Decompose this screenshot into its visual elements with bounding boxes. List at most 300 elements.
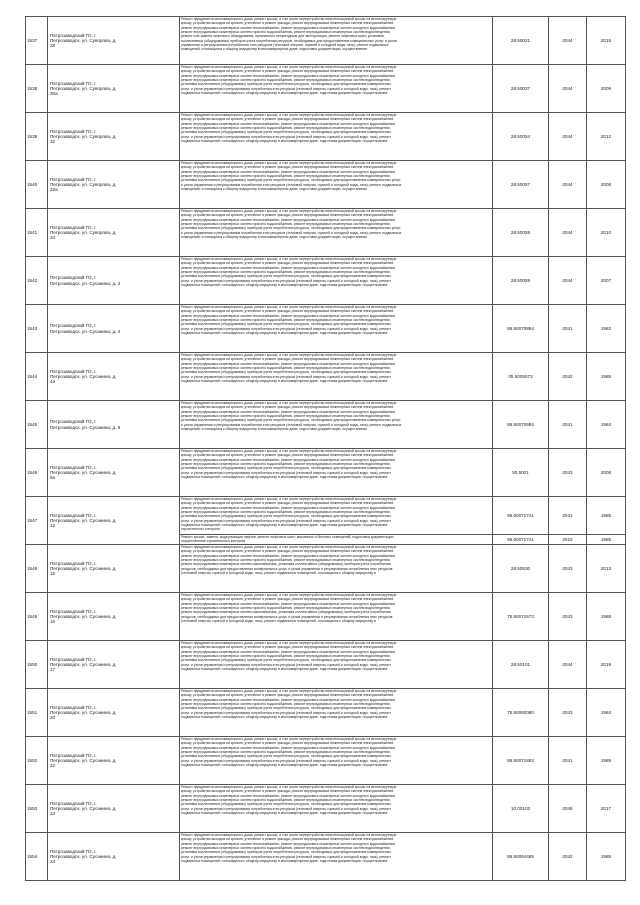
table-row [26,209,626,257]
table-row [26,401,626,449]
planned-year: 2043 [549,593,587,641]
works-line: Ремонт фундамента многоквартирного дома, ремонт крыши, в том числе переустройство невентилируемой крыши на вентилируемую [181,689,397,693]
works-line: услуг, и узлов управления и регулирования потребления этих ресурсов (тепловой энергии, горячей и холодной воды, газа), ремонт [181,278,391,283]
address-line: Петрозаводск, ул. Суворова, д. [50,133,117,139]
row-number: 1545 [26,401,48,449]
row-number: 1542 [26,257,48,305]
address-cell [48,689,180,737]
works-description [180,545,493,593]
address-line: Петрозаводский ГО, г. [50,752,97,758]
address-line: Петрозаводский ГО, г. [50,32,97,38]
works-line: ремонт внутридомовых инженерных систем теплоснабжения, ремонт внутридомовых инженерных систем холодного водоснабжения, [181,361,396,366]
planned-year: 2044 [549,17,587,65]
address-line: Петрозаводский ГО, г. [50,128,97,134]
row-number: 1539 [26,113,48,161]
works-line: помещений, относящихся к общему имуществу в многоквартирном доме, подготовка документации, осуществление [181,186,368,191]
works-line: услуг, и узлов управления и регулирования потребления этих ресурсов (тепловой энергии, горячей и холодной воды, газа), ремонт [181,662,391,667]
works-line: установка коллективных (общедомовых) приборов учета потребления ресурсов, необходимых для предоставления коммунальных [181,82,391,87]
works-line: услуг, и узлов управления и регулирования потребления этих ресурсов (тепловой энергии, горячей и холодной воды, газа), ремонт [181,758,391,763]
works-line: услуг, и узлов управления и регулирования потребления этих ресурсов (тепловой энергии, горячей и холодной воды, газа), ремонт [181,86,391,91]
works-description [180,257,493,305]
works-line: Ремонт фундамента многоквартирного дома, ремонт крыши, в том числе переустройство невентилируемой крыши на вентилируемую [181,785,397,789]
build-year: 2007 [587,257,626,305]
address-line: Петрозаводск, ул. Суворова, д. [50,37,117,43]
works-line: Ремонт фундамента многоквартирного дома, ремонт крыши, в том числе переустройство невентилируемой крыши на вентилируемую [181,113,397,117]
works-line: крышу, устройство выходов на кровлю, утепление и ремонт фасада, ремонт внутридомовых инженерных систем электроснабжения, [181,357,394,362]
program-table [25,16,626,881]
address-line: Петрозаводск, ул. Сусанина, д. [50,373,117,379]
address-line: Петрозаводский ГО, г. [50,848,97,854]
address-line: Петрозаводский ГО, г. [50,419,97,425]
row-number: 1552 [26,737,48,785]
build-year: 2012 [587,113,626,161]
row-number: 1551 [26,689,48,737]
works-line: установка коллективных (общедомовых) приборов учета потребления ресурсов, необходимых для предоставления коммунальных [181,754,391,759]
planned-year: 2044 [549,65,587,113]
object-code: 28.50530 [493,545,549,593]
works-line: ресурсов, необходимых для предоставления коммунальных услуг, и узлов управления и регулирования потребления этих ресурсов [181,566,393,571]
address-line: Петрозаводский ГО, г. [50,323,97,329]
address-line: 28 [50,43,56,49]
works-line: ремонт внутридомовых инженерных систем теплоснабжения, ремонт внутридомовых инженерных систем холодного водоснабжения, [181,841,396,846]
address-cell [48,737,180,785]
address-line: Петрозаводск, ул. Сусанина, д. [50,517,117,523]
address-line: 24 [50,859,56,865]
works-line: установка коллективных (общедомовых) приборов учета потребления ресурсов, необходимых для предоставления коммунальных [181,802,391,807]
works-line: ремонт внутридомовых инженерных систем горячего водоснабжения, ремонт внутридомовых инженерных систем водоотведения, [181,29,391,34]
address-line: 12 [50,523,56,529]
works-line: ремонт внутридомовых инженерных систем горячего водоснабжения, ремонт внутридомовых инженерных систем водоотведения, [181,269,391,274]
table-row [26,497,626,535]
works-line: и узлов управления и регулирования потребления этих ресурсов (тепловой энергии, горячей и холодной воды, газа), ремонт подвальных [181,230,402,235]
works-line: ремонт внутридомовых инженерных систем горячего водоснабжения, ремонт внутридомовых инженерных систем водоотведения, [181,365,391,370]
works-line: установка коллективных (общедомовых) приборов учета потребления ресурсов, необходимых для предоставления коммунальных [181,850,391,855]
object-code: 86.50070684 [493,401,549,449]
works-line: установка коллективных (общедомовых) приборов учета потребления ресурсов, необходимых для предоставления коммунальных [181,274,391,279]
address-cell [48,305,180,353]
works-line: Ремонт фундамента многоквартирного дома, ремонт крыши, в том числе переустройство невентилируемой крыши на вентилируемую [181,161,397,165]
table-row [26,737,626,785]
object-code: 28.50037 [493,65,549,113]
table-row [26,449,626,497]
works-line: Ремонт фундамента многоквартирного дома, ремонт крыши, в том числе переустройство невентилируемой крыши на вентилируемую [181,65,397,69]
works-line: помещений, относящихся к общему имуществу в многоквартирном доме, подготовка документации, осуществление [181,47,368,52]
planned-year: 2023 [549,535,587,545]
planned-year: 2044 [549,209,587,257]
address-cell [48,641,180,689]
planned-year: 2042 [549,353,587,401]
build-year: 1989 [587,737,626,785]
works-line: крышу, устройство выходов на кровлю, утепление и ремонт фасада, ремонт внутридомовых инженерных систем электроснабжения, [181,165,394,170]
works-line: ремонт внутридомовых инженерных систем горячего водоснабжения, ремонт внутридомовых инженерных систем водоотведения, [181,557,391,562]
works-line: крышу, устройство выходов на кровлю, утепление и ремонт фасада, ремонт внутридомовых инженерных систем электроснабжения, [181,309,394,314]
address-line: Петрозаводск, ул. Сусанина, д. [50,709,117,715]
works-line: установка коллективных (общедомовых) приборов учета потребления ресурсов, необходимых для предоставления коммунальных услуг, [181,418,401,423]
build-year: 2019 [587,641,626,689]
works-line: ремонт внутридомовых инженерных систем горячего водоснабжения, ремонт внутридомовых инженерных систем водоотведения, [181,317,391,322]
planned-year: 2043 [549,689,587,737]
works-line: крышу, устройство выходов на кровлю, утепление и ремонт фасада, ремонт внутридомовых инженерных систем электроснабжения, [181,501,394,506]
works-line: ремонт внутридомовых инженерных систем теплоснабжения, ремонт внутридомовых инженерных систем холодного водоснабжения, [181,649,396,654]
table-row [26,545,626,593]
build-year: 1988 [587,593,626,641]
works-description [180,65,493,113]
address-line: 23 [50,811,56,817]
table-row [26,353,626,401]
works-line: строительного контроля [181,527,220,532]
works-line: ремонт внутридомовых инженерных систем теплоснабжения, ремонт внутридомовых инженерных систем холодного водоснабжения, [181,697,396,702]
works-line: услуг, и узлов управления и регулирования потребления этих ресурсов (тепловой энергии, горячей и холодной воды, газа), ремонт [181,806,391,811]
works-description [180,737,493,785]
row-number: 1546 [26,449,48,497]
address-line: 20 [50,715,56,721]
works-line: ремонт внутридомовых инженерных систем горячего водоснабжения, ремонт внутридомовых инженерных систем водоотведения, [181,77,391,82]
works-line: ремонт внутридомовых инженерных систем теплоснабжения, ремонт внутридомовых инженерных систем холодного водоснабжения, [181,457,396,462]
address-line: 16 [50,619,56,625]
works-line: крышу, устройство выходов на кровлю, утепление и ремонт фасада, ремонт внутридомовых инженерных систем электроснабжения, [181,597,394,602]
table-row [26,161,626,209]
works-line: Ремонт фундамента многоквартирного дома, ремонт крыши, в том числе переустройство невентилируемой крыши на вентилируемую [181,17,397,21]
address-line: Петрозаводск, ул. Сусанина, д. [50,757,117,763]
works-line: крышу, устройство выходов на кровлю, утепление и ремонт фасада, ремонт внутридомовых инженерных систем электроснабжения, [181,21,394,26]
address-cell [48,785,180,833]
works-line: крышу, устройство выходов на кровлю, утепление и ремонт фасада, ремонт внутридомовых инженерных систем электроснабжения, [181,213,394,218]
works-line: установка коллективных (общедомовых) приборов учета потребления ресурсов, необходимых для предоставления коммунальных [181,514,391,519]
works-line: Ремонт фундамента многоквартирного дома, ремонт крыши, в том числе переустройство невентилируемой крыши на вентилируемую [181,401,397,405]
works-line: услуг, и узлов управления и регулирования потребления этих ресурсов (тепловой энергии, горячей и холодной воды, газа), ремонт [181,326,391,331]
address-cell [48,257,180,305]
works-line: Ремонт фундамента многоквартирного дома, ремонт крыши, в том числе переустройство невентилируемой крыши на вентилируемую [181,449,397,453]
works-line: ремонт внутридомовых инженерных систем теплоснабжения, ремонт внутридомовых инженерных систем холодного водоснабжения, [181,169,396,174]
build-year: 2008 [587,449,626,497]
works-line: услуг, и узлов управления и регулирования потребления этих ресурсов (тепловой энергии, горячей и холодной воды, газа), ремонт [181,710,391,715]
address-cell [48,353,180,401]
object-code: 95.50071741 [493,535,549,545]
works-description [180,209,493,257]
table-row [26,257,626,305]
works-line: крышу, устройство выходов на кровлю, утепление и ремонт фасада, ремонт внутридомовых инженерных систем электроснабжения, [181,69,394,74]
works-description [180,113,493,161]
works-line: ремонт внутридомовых инженерных систем газоснабжения, установка коллективных (общедомовых) приборов учета потребления [181,610,391,615]
address-line: Петрозаводский ГО, г. [50,608,97,614]
works-line: ремонт внутридомовых инженерных систем теплоснабжения, ремонт внутридомовых инженерных систем холодного водоснабжения, [181,265,396,270]
build-year: 2015 [587,17,626,65]
address-line: Петрозаводский ГО, г. [50,800,97,806]
address-line: Петрозаводск, ул. Сусанина, д. 4 [50,328,121,334]
works-line: ремонт внутридомовых инженерных систем теплоснабжения, ремонт внутридомовых инженерных систем холодного водоснабжения, [181,745,396,750]
works-line: услуг, и узлов управления и регулирования потребления этих ресурсов (тепловой энергии, горячей и холодной воды, газа), ремонт [181,374,391,379]
works-line: подвальных помещений, относящихся к общему имуществу в многоквартирном доме, подготовка документации, осуществление [181,90,388,95]
works-line: ремонт или замена лифтового оборудования, признанного непригодным для эксплуатации, ремонт лифтовых шахт, установка [181,34,384,39]
planned-year: 2044 [549,161,587,209]
address-cell [48,545,180,593]
table-row [26,833,626,881]
object-code: 50.5001 [493,449,549,497]
works-line: услуг, и узлов управления и регулирования потребления этих ресурсов (тепловой энергии, горячей и холодной воды, газа), ремонт [181,518,391,523]
works-description [180,401,493,449]
address-cell [48,593,180,641]
works-line: ремонт внутридомовых инженерных систем теплоснабжения, ремонт внутридомовых инженерных систем холодного водоснабжения, [181,217,396,222]
address-line: Петрозаводский ГО, г. [50,275,97,281]
address-line: Петрозаводск, ул. Сусанина, д. [50,805,117,811]
works-line: крышу, устройство выходов на кровлю, утепление и ремонт фасада, ремонт внутридомовых инженерных систем электроснабжения, [181,117,394,122]
row-number: 1547 [26,497,48,545]
address-cell [48,209,180,257]
works-line: ремонт внутридомовых инженерных систем теплоснабжения, ремонт внутридомовых инженерных систем холодного водоснабжения, [181,601,396,606]
works-line: ремонт внутридомовых инженерных систем горячего водоснабжения, ремонт внутридомовых инженерных систем водоотведения, [181,797,391,802]
works-line: ремонт внутридомовых инженерных систем теплоснабжения, ремонт внутридомовых инженерных систем холодного водоснабжения, [181,409,396,414]
planned-year: 2043 [549,449,587,497]
works-description [180,641,493,689]
works-description [180,449,493,497]
table-row [26,17,626,65]
works-description [180,785,493,833]
works-line: ремонт внутридомовых инженерных систем горячего водоснабжения, ремонт внутридомовых инженерных систем водоотведения, [181,749,391,754]
planned-year: 2042 [549,833,587,881]
works-line: услуг, и узлов управления и регулирования потребления этих ресурсов (тепловой энергии, горячей и холодной воды, газа), ремонт [181,134,391,139]
works-line: (тепловой энергии, горячей и холодной воды, газа), ремонт подвальных помещений, относящихся к общему имуществу в [181,618,376,623]
build-year: 1984 [587,689,626,737]
row-number: 1554 [26,833,48,881]
works-description [180,535,493,545]
build-year: 1982 [587,305,626,353]
works-line: подвальных помещений, относящихся к общему имуществу в многоквартирном доме, подготовка документации, осуществление [181,858,388,863]
works-line: Ремонт фундамента многоквартирного дома, ремонт крыши, в том числе переустройство невентилируемой крыши на вентилируемую [181,641,397,645]
works-line: подвальных помещений, относящихся к общему имуществу в многоквартирном доме, подготовка документации, осуществление [181,714,388,719]
address-cell [48,65,180,113]
build-year: 2013 [587,545,626,593]
address-line: Петрозаводск, ул. Сусанина, д. [50,853,117,859]
works-description [180,833,493,881]
works-line: подвальных помещений, относящихся к общему имуществу в многоквартирном доме, подготовка документации, осуществление [181,666,388,671]
works-line: установка коллективных (общедомовых) приборов учета потребления ресурсов, необходимых для предоставления коммунальных [181,658,391,663]
address-line: 30а [50,91,58,97]
table-row [26,785,626,833]
address-cell [48,161,180,209]
address-line: Петрозаводский ГО, г. [50,512,97,518]
works-line: ремонт внутридомовых инженерных систем горячего водоснабжения, ремонт внутридомовых инженерных систем водоотведения, [181,701,391,706]
works-line: помещений, относящихся к общему имуществу в многоквартирном доме, подготовка документации, осуществление [181,234,368,239]
address-line: 17 [50,667,56,673]
works-line: подвальных помещений, относящихся к общему имуществу в многоквартирном доме, подготовка документации, осуществление [181,762,388,767]
works-line: ремонт внутридомовых инженерных систем теплоснабжения, ремонт внутридомовых инженерных систем холодного водоснабжения, [181,121,396,126]
works-line: ремонт внутридомовых инженерных систем газоснабжения, установка коллективных (общедомовых) приборов учета потребления [181,562,391,567]
works-description [180,305,493,353]
table-row [26,689,626,737]
row-number: 1543 [26,305,48,353]
planned-year: 2045 [549,785,587,833]
works-line: подвальных помещений, относящихся к общему имуществу в многоквартирном доме, подготовка документации, осуществление [181,474,388,479]
works-line: ресурсов, необходимых для предоставления коммунальных услуг, и узлов управления и регулирования потребления этих ресурсов [181,614,393,619]
object-code: 95.50084485 [493,833,549,881]
build-year: 2010 [587,209,626,257]
works-line: крышу, устройство выходов на кровлю, утепление и ремонт фасада, ремонт внутридомовых инженерных систем электроснабжения, [181,453,394,458]
address-cell [48,113,180,161]
build-year: 1985 [587,833,626,881]
works-line: ремонт внутридомовых инженерных систем теплоснабжения, ремонт внутридомовых инженерных систем холодного водоснабжения, [181,553,396,558]
works-description [180,689,493,737]
planned-year: 2044 [549,257,587,305]
row-number: 1537 [26,17,48,65]
works-line: крышу, устройство выходов на кровлю, утепление и ремонт фасада, ремонт внутридомовых инженерных систем электроснабжения, [181,261,394,266]
address-cell [48,449,180,497]
works-line: крышу, устройство выходов на кровлю, утепление и ремонт фасада, ремонт внутридомовых инженерных систем электроснабжения, [181,405,394,410]
works-description [180,593,493,641]
works-line: крышу, устройство выходов на кровлю, утепление и ремонт фасада, ремонт внутридомовых инженерных систем электроснабжения, [181,789,394,794]
address-line: Петрозаводский ГО, г. [50,656,97,662]
planned-year: 2044 [549,113,587,161]
build-year: 1985 [587,497,626,535]
works-line: крышу, устройство выходов на кровлю, утепление и ремонт фасада, ремонт внутридомовых инженерных систем электроснабжения, [181,693,394,698]
works-line: и узлов управления и регулирования потребления этих ресурсов (тепловой энергии, горячей и холодной воды, газа), ремонт подвальных [181,182,402,187]
works-line: помещений, относящихся к общему имуществу в многоквартирном доме, подготовка документации, осуществление [181,426,368,431]
address-line: Петрозаводский ГО, г. [50,80,97,86]
works-line: подвальных помещений, относящихся к общему имуществу в многоквартирном доме, подготовка документации, осуществление [181,282,388,287]
works-description [180,353,493,401]
object-code: 28.50054 [493,113,549,161]
address-line: Петрозаводск, ул. Сусанина, д. [50,613,117,619]
address-line: Петрозаводск, ул. Сусанина, д. 2 [50,280,121,286]
row-number: 1538 [26,65,48,113]
row-number: 1541 [26,209,48,257]
works-line: ремонт внутридомовых инженерных систем горячего водоснабжения, ремонт внутридомовых инженерных систем водоотведения, [181,413,391,418]
address-cell [48,17,180,65]
works-line: крышу, устройство выходов на кровлю, утепление и ремонт фасада, ремонт внутридомовых инженерных систем электроснабжения, [181,549,394,554]
works-line: ремонт внутридомовых инженерных систем горячего водоснабжения, ремонт внутридомовых инженерных систем водоотведения, [181,653,391,658]
works-description [180,161,493,209]
address-line: Петрозаводский ГО, г. [50,464,97,470]
table-row [26,113,626,161]
object-code: 05.5005573 [493,353,549,401]
planned-year: 2041 [549,401,587,449]
address-line: Петрозаводск, ул. Суворова, д. [50,85,117,91]
build-year: 2017 [587,785,626,833]
works-line: Ремонт фундамента многоквартирного дома, ремонт крыши, в том числе переустройство невентилируемой крыши на вентилируемую [181,209,397,213]
works-line: установка коллективных (общедомовых) приборов учета потребления ресурсов, необходимых для предоставления коммунальных [181,322,391,327]
works-line: ремонт внутридомовых инженерных систем горячего водоснабжения, ремонт внутридомовых инженерных систем водоотведения, [181,461,391,466]
housing-repair-program-table [25,16,615,881]
works-line: услуг, и узлов управления и регулирования потребления этих ресурсов (тепловой энергии, горячей и холодной воды, газа), ремонт [181,854,391,859]
address-line: Петрозаводский ГО, г. [50,224,97,230]
object-code: 95.50071741 [493,497,549,535]
works-line: Ремонт фундамента многоквартирного дома, ремонт крыши, в том числе переустройство невентилируемой крыши на вентилируемую [181,737,397,741]
planned-year: 2041 [549,305,587,353]
works-line: ремонт внутридомовых инженерных систем теплоснабжения, ремонт внутридомовых инженерных систем холодного водоснабжения, [181,313,396,318]
build-year: 2009 [587,65,626,113]
works-line: установка коллективных (общедомовых) приборов учета потребления ресурсов, необходимых для предоставления коммунальных [181,370,391,375]
object-code: 10.00103 [493,785,549,833]
planned-year: 2041 [549,497,587,535]
address-line: 32 [50,139,56,145]
object-code: 28.50058 [493,209,549,257]
build-year: 1984 [587,401,626,449]
address-cell [48,401,180,449]
works-line: Ремонт фундамента многоквартирного дома, ремонт крыши, в том числе переустройство невентилируемой крыши на вентилируемую [181,545,397,549]
works-line: подвальных помещений, относящихся к общему имуществу в многоквартирном доме, подготовка документации, осуществление [181,330,388,335]
address-line: Петрозаводский ГО, г. [50,176,97,182]
works-line: крышу, устройство выходов на кровлю, утепление и ремонт фасада, ремонт внутридомовых инженерных систем электроснабжения, [181,645,394,650]
row-number: 1548 [26,545,48,593]
row-number: 1540 [26,161,48,209]
works-line: Ремонт фундамента многоквартирного дома, ремонт крыши, в том числе переустройство невентилируемой крыши на вентилируемую [181,305,397,309]
address-line: 4а [50,379,56,385]
object-code: 86.50071882 [493,737,549,785]
works-line: осуществление строительного контроля [181,539,246,544]
works-line: подвальных помещений, относящихся к общему имуществу в многоквартирном доме, подготовка документации, осуществление [181,810,388,815]
address-line: Петрозаводск, ул. Сусанина, д. [50,565,117,571]
object-code: 28.50101 [493,641,549,689]
works-line: установка коллективных (общедомовых) приборов учета потребления ресурсов, необходимых для предоставления коммунальных услуг, [181,226,401,231]
address-line: Петрозаводский ГО, г. [50,560,97,566]
address-line: 34 [50,235,56,241]
build-year: 1985 [587,353,626,401]
table-row [26,641,626,689]
planned-year: 2041 [549,737,587,785]
works-line: крышу, устройство выходов на кровлю, утепление и ремонт фасада, ремонт внутридомовых инженерных систем электроснабжения, [181,837,394,842]
address-line: 32а [50,187,58,193]
row-number: 1553 [26,785,48,833]
planned-year: 2043 [549,545,587,593]
address-line: Петрозаводский ГО, г. [50,704,97,710]
works-line: Ремонт фундамента многоквартирного дома, ремонт крыши, в том числе переустройство невентилируемой крыши на вентилируемую [181,593,397,597]
works-line: Ремонт фундамента многоквартирного дома, ремонт крыши, в том числе переустройство невентилируемой крыши на вентилируемую [181,833,397,837]
works-line: ремонт внутридомовых инженерных систем горячего водоснабжения, ремонт внутридомовых инженерных систем водоотведения, [181,125,391,130]
works-line: Ремонт фундамента многоквартирного дома, ремонт крыши, в том числе переустройство невентилируемой крыши на вентилируемую [181,353,397,357]
works-line: ремонт внутридомовых инженерных систем горячего водоснабжения, ремонт внутридомовых инженерных систем водоотведения, [181,605,391,610]
table-row [26,305,626,353]
address-line: 8а [50,475,56,481]
object-code: 75.50060080 [493,689,549,737]
works-line: подвальных помещений, относящихся к общему имуществу в многоквартирном доме, подготовка документации, осуществление [181,378,388,383]
works-line: подвальных помещений, относящихся к общему имуществу в многоквартирном доме, подготовка документации, осуществление [181,138,388,143]
table-body [26,17,626,881]
works-line: Ремонт фундамента многоквартирного дома, ремонт крыши, в том числе переустройство невентилируемой крыши на вентилируемую [181,497,397,501]
address-line: 15 [50,571,56,577]
address-line: Петрозаводск, ул. Сусанина, д. [50,469,117,475]
works-line: коллективных (общедомовых) приборов учета потребления ресурсов, необходимых для предоставления коммунальных услуг, и узлов [181,38,397,43]
works-line: установка коллективных (общедомовых) приборов учета потребления ресурсов, необходимых для предоставления коммунальных [181,706,391,711]
works-line: ремонт внутридомовых инженерных систем теплоснабжения, ремонт внутридомовых инженерных систем холодного водоснабжения, [181,73,396,78]
works-line: и узлов управления и регулирования потребления этих ресурсов (тепловой энергии, горячей и холодной воды, газа), ремонт подвальных [181,422,402,427]
works-line: ремонт внутридомовых инженерных систем теплоснабжения, ремонт внутридомовых инженерных систем холодного водоснабжения, [181,505,396,510]
works-description [180,497,493,535]
planned-year: 2044 [549,641,587,689]
works-line: ремонт внутридомовых инженерных систем теплоснабжения, ремонт внутридомовых инженерных систем холодного водоснабжения, [181,793,396,798]
address-line: Петрозаводский ГО, г. [50,368,97,374]
address-line: Петрозаводск, ул. Суворова, д. [50,229,117,235]
works-line: крышу, устройство выходов на кровлю, утепление и ремонт фасада, ремонт внутридомовых инженерных систем электроснабжения, [181,741,394,746]
works-line: установка коллективных (общедомовых) приборов учета потребления ресурсов, необходимых для предоставления коммунальных [181,466,391,471]
row-number: 1550 [26,641,48,689]
works-line: ремонт внутридомовых инженерных систем теплоснабжения, ремонт внутридомовых инженерных систем холодного водоснабжения, [181,25,396,30]
address-cell [48,497,180,545]
address-line: Петрозаводск, ул. Сусанина, д. [50,661,117,667]
works-line: подвальных помещений, относящихся к общему имуществу в многоквартирном доме, подготовка документации, осуществление [181,522,388,527]
works-line: Ремонт фундамента многоквартирного дома, ремонт крыши, в том числе переустройство невентилируемой крыши на вентилируемую [181,257,397,261]
address-line: 22 [50,763,56,769]
works-description [180,17,493,65]
works-line: ремонт внутридомовых инженерных систем горячего водоснабжения, ремонт внутридомовых инженерных систем водоотведения, [181,509,391,514]
build-year: 1985 [587,535,626,545]
object-code: 28.50021 [493,17,549,65]
works-line: услуг, и узлов управления и регулирования потребления этих ресурсов (тепловой энергии, горячей и холодной воды, газа), ремонт [181,470,391,475]
works-line: установка коллективных (общедомовых) приборов учета потребления ресурсов, необходимых для предоставления коммунальных услуг, [181,178,401,183]
build-year: 2008 [587,161,626,209]
row-number: 1549 [26,593,48,641]
works-line: ремонт внутридомовых инженерных систем горячего водоснабжения, ремонт внутридомовых инженерных систем водоотведения, [181,845,391,850]
works-line: Ремонт крыши, замена, модернизация лифтов, ремонт лифтовых шахт, машинных и блочных помещений, подготовка документации [181,535,394,539]
works-line: ремонт внутридомовых инженерных систем горячего водоснабжения, ремонт внутридомовых инженерных систем водоотведения, [181,173,391,178]
